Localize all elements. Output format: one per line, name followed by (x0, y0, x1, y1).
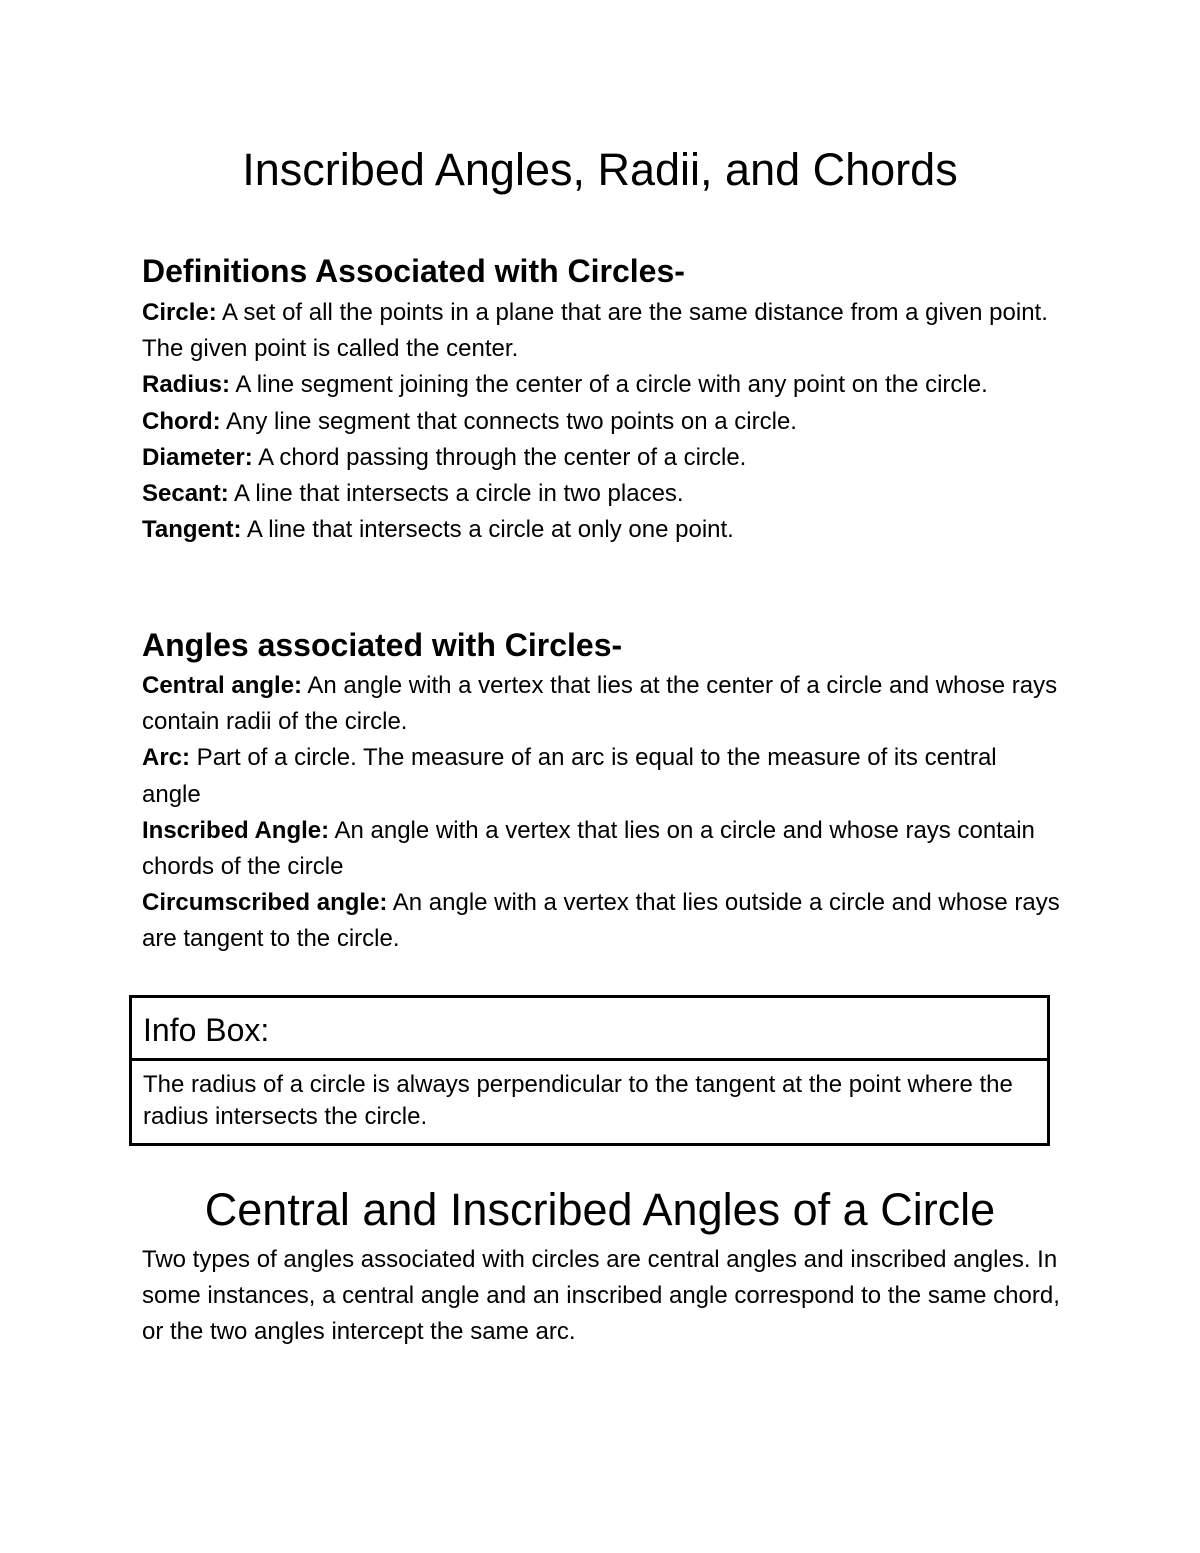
definitions-heading: Definitions Associated with Circles- (142, 253, 685, 289)
definition-term: Secant: (142, 480, 229, 508)
definitions-list (142, 295, 1062, 548)
definition-inscribed-angle (142, 813, 1062, 885)
definition-text: Part of a circle. The measure of an arc is equal to the measure of its central angle (142, 744, 997, 808)
central-inscribed-heading: Central and Inscribed Angles of a Circle (204, 1184, 996, 1235)
definition-text: An angle with a vertex that lies on a circle and whose rays contain chords of the circle (142, 816, 1035, 881)
definition-chord (142, 404, 1062, 440)
definition-circumscribed-angle (142, 885, 1062, 957)
definition-term: Chord: (142, 407, 221, 435)
angles-list (142, 668, 1062, 958)
definition-term: Circle: (142, 299, 217, 326)
angles-heading: Angles associated with Circles- (142, 627, 623, 663)
info-box (129, 995, 1050, 1146)
definition-text: A line that intersects a circle in two places. (228, 480, 684, 508)
definition-text: An angle with a vertex that lies outside a circle and whose rays are tangent to the circle. (142, 889, 1060, 953)
definition-diameter (142, 440, 1062, 476)
definition-text: A set of all the points in a plane that are the same distance from a given point. The given point is called the center. (142, 299, 1048, 363)
definition-text: A line segment joining the center of a circle with any point on the circle. (230, 371, 988, 399)
definition-term: Diameter: (142, 443, 253, 471)
definition-text: An angle with a vertex that lies at the center of a circle and whose rays contain radii of the circle. (142, 672, 1058, 736)
definition-term: Radius: (142, 371, 231, 399)
page-title: Inscribed Angles, Radii, and Chords (242, 144, 958, 195)
info-box-header: Info Box: (132, 998, 1047, 1061)
definition-arc (142, 740, 1062, 812)
definition-term: Circumscribed angle: (142, 889, 388, 917)
info-box-body: The radius of a circle is always perpendicular to the tangent at the point where the radius intersects the circle. (143, 1071, 1013, 1130)
definition-tangent (142, 512, 1062, 548)
definition-text: A line that intersects a circle at only one point. (241, 516, 734, 544)
definition-term: Central angle: (142, 672, 303, 699)
definition-text: A chord passing through the center of a circle. (252, 443, 747, 471)
definition-central-angle (142, 668, 1062, 740)
definition-radius (142, 367, 1062, 403)
definition-term: Tangent: (142, 516, 242, 544)
central-inscribed-paragraph: Two types of angles associated with circles are central angles and inscribed angles. In some instances, a central angle and an inscribed angle correspond to the same chord, or the two angles intercept the same arc. (142, 1246, 1060, 1346)
definition-term: Arc: (142, 744, 191, 772)
definition-text: Any line segment that connects two points on a circle. (220, 407, 797, 435)
definition-secant (142, 476, 1062, 512)
definition-circle (142, 295, 1062, 367)
definition-term: Inscribed Angle: (142, 816, 330, 844)
